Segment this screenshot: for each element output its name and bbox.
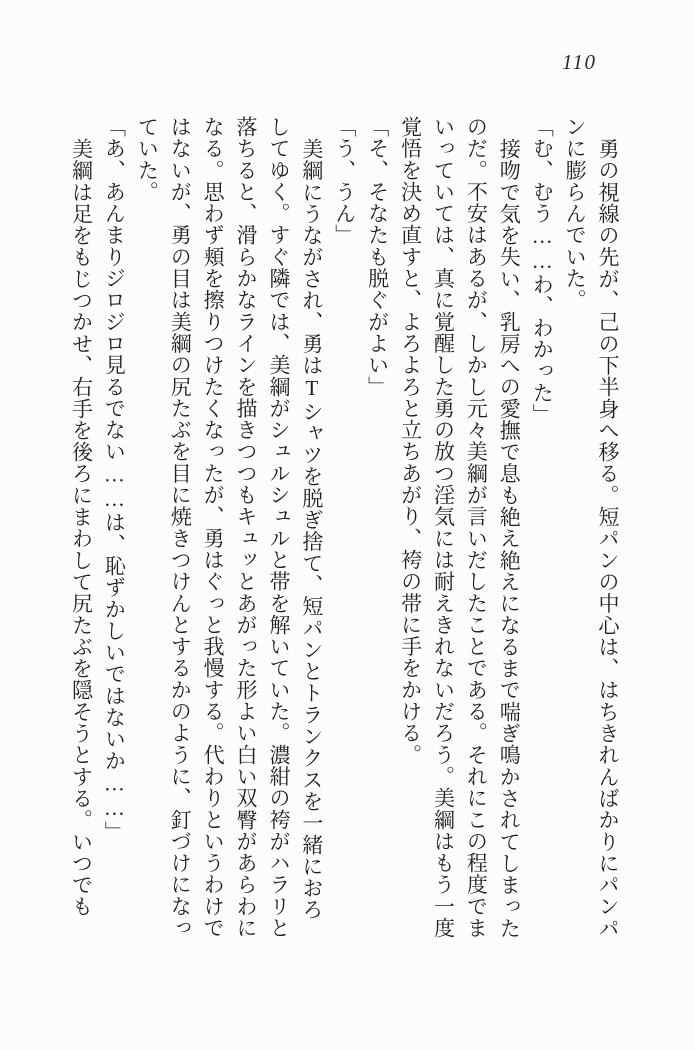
page-number: 110 xyxy=(562,50,597,74)
paragraph-dialogue-2: 「そ、そなたも脱ぐがよい」 xyxy=(365,116,390,398)
paragraph-dialogue-1: 「む、むう……わ、わかった」 xyxy=(530,116,555,426)
paragraph-narrative-2: 接吻で気を失い、乳房への愛撫で息も絶え絶えになるまで喘ぎ鳴かされてしまったのだ。不安はあるが、しかし元々美綱が言いだしたことである。それにこの程度でまいっていては、真に覚醒した勇の放つ淫気には耐えきれないだろう。美綱はもう一度覚悟を決め直すと、よろよろと立ちあがり、袴の帯に手をかける。 xyxy=(398,116,522,940)
text-body xyxy=(64,116,624,940)
paragraph-narrative-1: 勇の視線の先が、己の下半身へ移る。短パンの中心は、はちきれんばかりにパンパンに膨らんでいた。 xyxy=(563,116,620,940)
paragraph-dialogue-3: 「う、うん」 xyxy=(332,116,357,246)
paragraph-dialogue-4: 「あ、あんまりジロジロ見るでない……は、恥ずかしいではないか……」 xyxy=(102,116,127,843)
paragraph-narrative-3: 美綱にうながされ、勇はTシャツを脱ぎ捨て、短パンとトランクスを一緒におろしてゆく。すぐ隣では、美綱がシュルシュルと帯を解いていた。濃紺の袴がハラリと落ちると、滑らかなラインを描きつつもキュッとあがった形よい白い双臀があらわになる。思わず頬を擦りつけたくなったが、勇はぐっと我慢する。代わりというわけではないが、勇の目は美綱の尻たぶを目に焼きつけんとするかのように、釘づけになっていた。 xyxy=(135,116,324,939)
paragraph-narrative-4: 美綱は足をもじつかせ、右手を後ろにまわして尻たぶを隠そうとする。いつでも xyxy=(69,138,94,918)
